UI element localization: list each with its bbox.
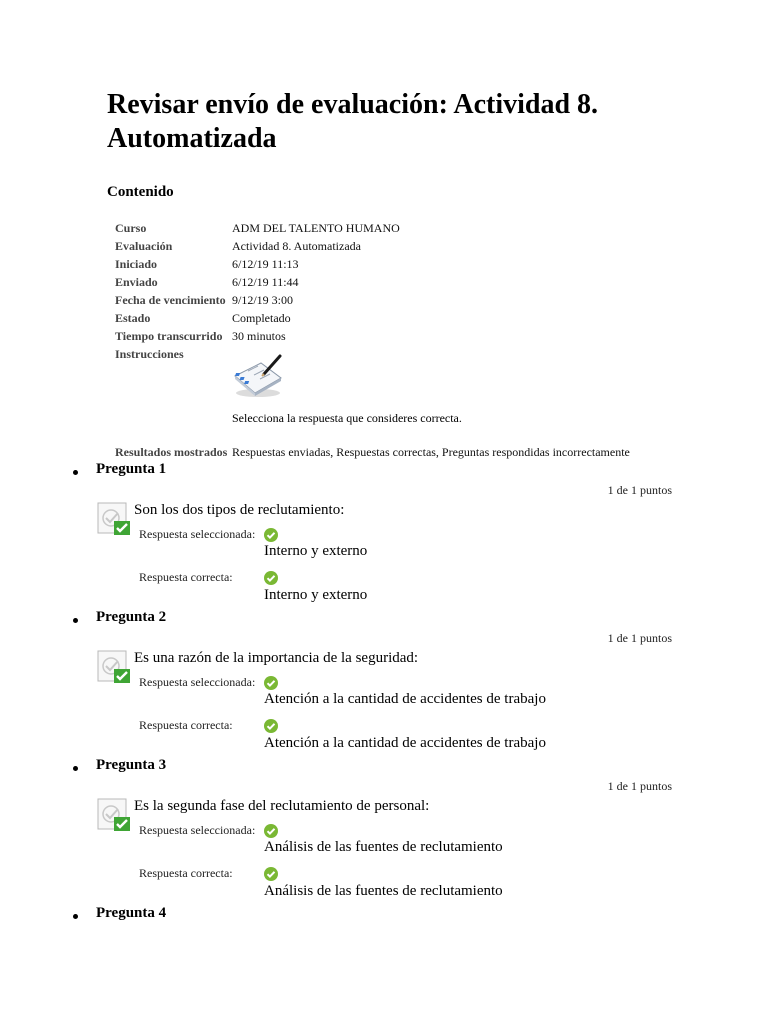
- submission-details: [115, 219, 735, 459]
- selected-answer-label: Respuesta seleccionada:: [139, 823, 256, 837]
- detail-row-fecha-vencimiento: [115, 291, 735, 309]
- checklist-pen-icon: [232, 354, 284, 402]
- correct-answer-value: Interno y externo: [264, 587, 368, 603]
- section-heading-contenido: Contenido: [107, 184, 174, 200]
- detail-row-resultados: [115, 445, 755, 460]
- correct-answer-label: Respuesta correcta:: [139, 866, 233, 880]
- instructions-text: Selecciona la respuesta que consideres correcta.: [232, 411, 462, 425]
- detail-row-iniciado: [115, 255, 735, 273]
- detail-row-enviado: [115, 273, 735, 291]
- graded-correct-icon: [97, 650, 131, 689]
- detail-label: Resultados mostrados: [115, 445, 228, 459]
- question-points: 1 de 1 puntos: [607, 779, 672, 793]
- bullet: [73, 914, 78, 919]
- selected-answer-label: Respuesta seleccionada:: [139, 527, 256, 541]
- detail-row-instrucciones: [115, 345, 735, 363]
- correct-answer-label: Respuesta correcta:: [139, 570, 233, 584]
- detail-label: Evaluación: [115, 239, 173, 253]
- selected-answer-value: Atención a la cantidad de accidentes de trabajo: [264, 691, 546, 707]
- detail-value: Respuestas enviadas, Respuestas correctas, Preguntas respondidas incorrectamente: [232, 445, 630, 459]
- question-title: Pregunta 4: [96, 905, 167, 921]
- question-title: Pregunta 3: [96, 757, 167, 773]
- detail-value: 30 minutos: [232, 329, 286, 343]
- graded-correct-icon: [97, 502, 131, 541]
- detail-value: Actividad 8. Automatizada: [232, 239, 361, 253]
- detail-label: Iniciado: [115, 257, 158, 271]
- bullet: [73, 766, 78, 771]
- detail-label: Estado: [115, 311, 151, 325]
- question-text: Es la segunda fase del reclutamiento de personal:: [134, 798, 430, 814]
- selected-answer-value: Análisis de las fuentes de reclutamiento: [264, 839, 503, 855]
- detail-row-curso: [115, 219, 735, 237]
- detail-label: Curso: [115, 221, 147, 235]
- question-text: Es una razón de la importancia de la seguridad:: [134, 650, 419, 666]
- bullet: [73, 470, 78, 475]
- detail-value: ADM DEL TALENTO HUMANO: [232, 221, 400, 235]
- detail-row-evaluacion: [115, 237, 735, 255]
- question-text: Son los dos tipos de reclutamiento:: [134, 502, 345, 518]
- question-title: Pregunta 1: [96, 461, 167, 477]
- correct-answer-label: Respuesta correcta:: [139, 718, 233, 732]
- detail-label: Tiempo transcurrido: [115, 329, 223, 343]
- detail-value: 6/12/19 11:13: [232, 257, 299, 271]
- detail-value: 9/12/19 3:00: [232, 293, 294, 307]
- correct-answer-value: Análisis de las fuentes de reclutamiento: [264, 883, 503, 899]
- detail-value: 6/12/19 11:44: [232, 275, 299, 289]
- detail-label: Fecha de vencimiento: [115, 293, 226, 307]
- graded-correct-icon: [97, 798, 131, 837]
- correct-answer-value: Atención a la cantidad de accidentes de trabajo: [264, 735, 546, 751]
- question-title: Pregunta 2: [96, 609, 167, 625]
- detail-label: Instrucciones: [115, 347, 184, 361]
- detail-value: Completado: [232, 311, 291, 325]
- page-title: Revisar envío de evaluación: Actividad 8. Automatizada: [107, 89, 599, 154]
- bullet: [73, 618, 78, 623]
- question-points: 1 de 1 puntos: [607, 631, 672, 645]
- selected-answer-value: Interno y externo: [264, 543, 368, 559]
- selected-answer-label: Respuesta seleccionada:: [139, 675, 256, 689]
- detail-label: Enviado: [115, 275, 158, 289]
- detail-row-estado: [115, 309, 735, 327]
- question-points: 1 de 1 puntos: [607, 483, 672, 497]
- detail-row-tiempo: [115, 327, 735, 345]
